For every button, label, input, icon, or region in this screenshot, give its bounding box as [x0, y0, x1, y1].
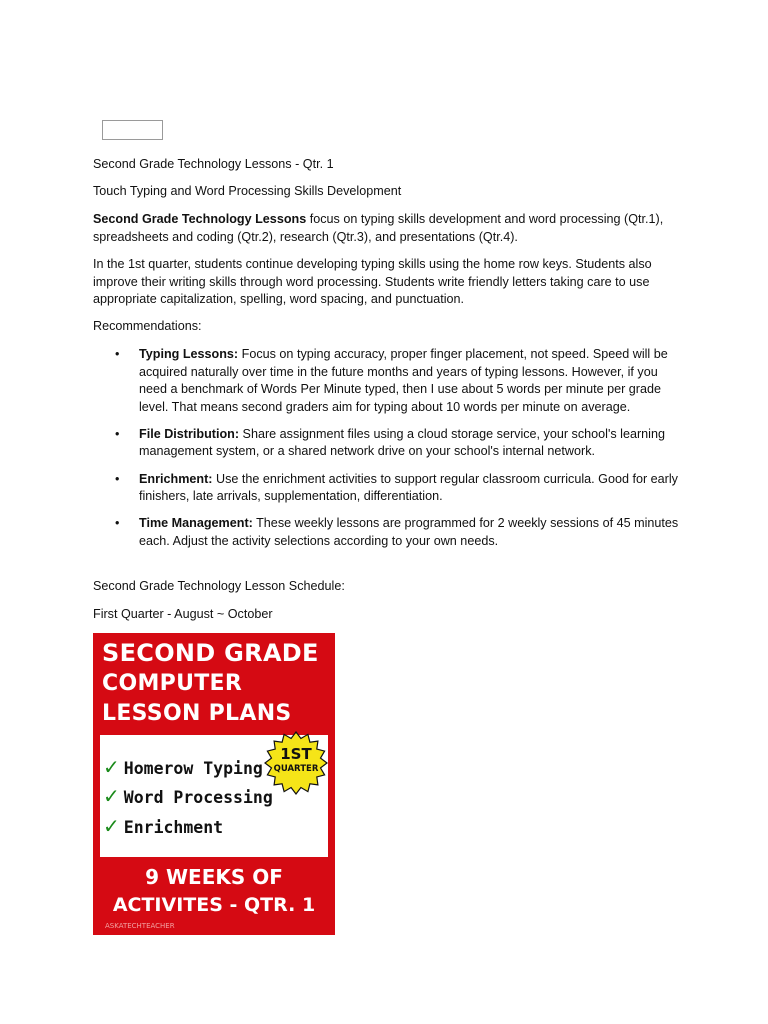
cover-title-line3: LESSON PLANS [102, 701, 292, 726]
cover-item [103, 755, 263, 779]
intro-paragraph [93, 211, 681, 246]
list-item [93, 515, 681, 550]
list-item-label: Typing Lessons: [139, 347, 239, 361]
empty-image-placeholder [102, 120, 163, 140]
list-item [93, 471, 681, 506]
quarter-badge-icon [263, 730, 329, 796]
checkmark-icon: ✓ [103, 755, 120, 779]
bullet-icon: • [115, 516, 120, 531]
cover-title-line2: COMPUTER [102, 671, 243, 696]
checkmark-icon: ✓ [103, 814, 120, 838]
cover-credit: ASKATECHTEACHER [105, 922, 175, 930]
document-subheading: Touch Typing and Word Processing Skills Development [93, 184, 402, 198]
document-heading: Second Grade Technology Lessons - Qtr. 1 [93, 157, 334, 171]
badge-main-text: 1ST [280, 745, 312, 763]
cover-bottom-line1: 9 WEEKS OF [145, 865, 283, 889]
schedule-label: Second Grade Technology Lesson Schedule: [93, 579, 345, 593]
cover-item-label: Homerow Typing [123, 759, 263, 778]
intro-bold-lead: Second Grade Technology Lessons [93, 212, 307, 226]
cover-item [103, 784, 273, 808]
first-quarter-label: First Quarter - August ~ October [93, 607, 273, 621]
cover-item [103, 814, 223, 838]
cover-title-line1: SECOND GRADE [102, 639, 319, 667]
bullet-icon: • [115, 471, 120, 486]
cover-item-label: Word Processing [123, 788, 273, 807]
badge-sub-text: QUARTER [273, 764, 319, 774]
list-item-text: Share assignment files using a cloud storage service, your school's learning management system, or a shared network drive on your school's internal network. [139, 426, 665, 459]
bullet-icon: • [115, 426, 120, 441]
list-item-label: Time Management: [139, 516, 253, 531]
lesson-plan-cover-image [93, 633, 335, 935]
recommendations-list [93, 346, 681, 560]
bullet-icon: • [115, 347, 120, 361]
recommendations-label: Recommendations: [93, 319, 202, 333]
quarter-paragraph: In the 1st quarter, students continue developing typing skills using the home row keys. Students also improve their writing skills through word processing. Students write friendly letters taking care to use appropriate capitalization, spelling, word spacing, and punctuation. [93, 257, 652, 307]
starburst-icon [263, 730, 329, 796]
list-item-text: Focus on typing accuracy, proper finger placement, not speed. Speed will be acquired naturally over time in the future months and years of typing lessons. However, if you need a benchmark of Words Per Minute typed, then I use about 5 words per minute per grade level. That means second graders aim for typing about 10 words per minute on average. [139, 347, 668, 414]
list-item-text: These weekly lessons are programmed for 2 weekly sessions of 45 minutes each. Adjust the activity selections according to your own needs. [139, 516, 679, 548]
intro-text: focus on typing skills development and word processing (Qtr.1), spreadsheets and coding (Qtr.2), research (Qtr.3), and presentations (Qtr.4). [93, 212, 664, 244]
list-item [93, 426, 681, 461]
cover-item-label: Enrichment [123, 818, 224, 837]
list-item-text: Use the enrichment activities to support regular classroom curricula. Good for early finishers, late arrivals, supplementation, differentiation. [139, 471, 678, 504]
list-item [93, 346, 681, 416]
list-item-label: Enrichment: [139, 471, 213, 486]
checkmark-icon: ✓ [103, 784, 120, 808]
cover-bottom-line2: ACTIVITES - QTR. 1 [112, 894, 316, 916]
list-item-label: File Distribution: [139, 426, 240, 441]
